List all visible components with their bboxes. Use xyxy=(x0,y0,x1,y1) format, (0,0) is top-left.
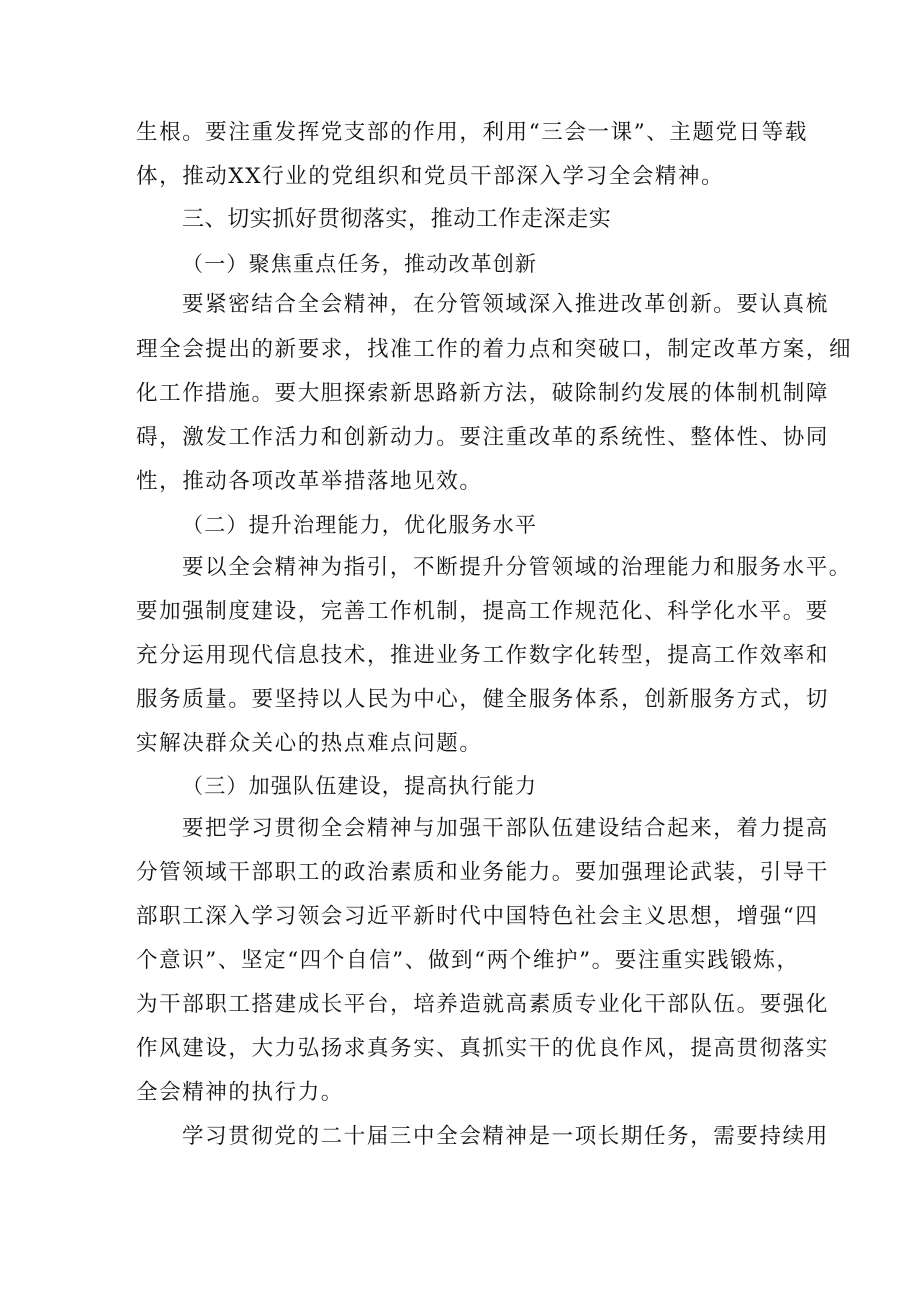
paragraph-line: 作风建设，大力弘扬求真务实、真抓实干的优良作风，提高贯彻落实 xyxy=(136,1036,830,1061)
paragraph-line: 体，推动XX行业的党组织和党员干部深入学习全会精神。 xyxy=(136,164,725,189)
paragraph-line: 要紧密结合全会精神，在分管领域深入推进改革创新。要认真梳 xyxy=(182,292,829,317)
paragraph-line: 化工作措施。要大胆探索新思路新方法，破除制约发展的体制机制障 xyxy=(136,381,830,406)
paragraph-line: 学习贯彻党的二十届三中全会精神是一项长期任务，需要持续用 xyxy=(182,1124,829,1149)
paragraph-line: 要把学习贯彻全会精神与加强干部队伍建设结合起来，着力提高 xyxy=(182,816,829,841)
paragraph-line: 个意识”、坚定“四个自信”、做到“两个维护”。要注重实践锻炼， xyxy=(136,948,800,973)
paragraph-line: 充分运用现代信息技术，推进业务工作数字化转型，提高工作效率和 xyxy=(136,643,830,668)
paragraph-line: 性，推动各项改革举措落地见效。 xyxy=(136,469,483,494)
paragraph-line: 要以全会精神为指引，不断提升分管领域的治理能力和服务水平。 xyxy=(182,555,852,580)
subsection-title: （二）提升治理能力，优化服务水平 xyxy=(182,513,538,537)
paragraph-line: 要加强制度建设，完善工作机制，提高工作规范化、科学化水平。要 xyxy=(136,599,830,624)
paragraph-line: 实解决群众关心的热点难点问题。 xyxy=(136,731,483,756)
paragraph-line: 分管领域干部职工的政治素质和业务能力。要加强理论武装，引导干 xyxy=(136,860,830,885)
paragraph-line: 服务质量。要坚持以人民为中心，健全服务体系，创新服务方式，切 xyxy=(136,687,830,712)
paragraph-line: 碍，激发工作活力和创新动力。要注重改革的系统性、整体性、协同 xyxy=(136,425,830,450)
paragraph-line: 生根。要注重发挥党支部的作用，利用“三会一课”、主题党日等载 xyxy=(136,120,808,145)
paragraph-line: 全会精神的执行力。 xyxy=(136,1080,344,1105)
section-heading: 三、切实抓好贯彻落实，推动工作走深走实 xyxy=(182,207,612,232)
paragraph-line: 为干部职工搭建成长平台，培养造就高素质专业化干部队伍。要强化 xyxy=(136,992,830,1017)
paragraph-line: 部职工深入学习领会习近平新时代中国特色社会主义思想，增强“四 xyxy=(136,904,819,929)
subsection-title: （三）加强队伍建设，提高执行能力 xyxy=(182,774,538,798)
paragraph-line: 理全会提出的新要求，找准工作的着力点和突破口，制定改革方案，细 xyxy=(136,337,853,362)
subsection-title: （一）聚焦重点任务，推动改革创新 xyxy=(182,252,538,276)
